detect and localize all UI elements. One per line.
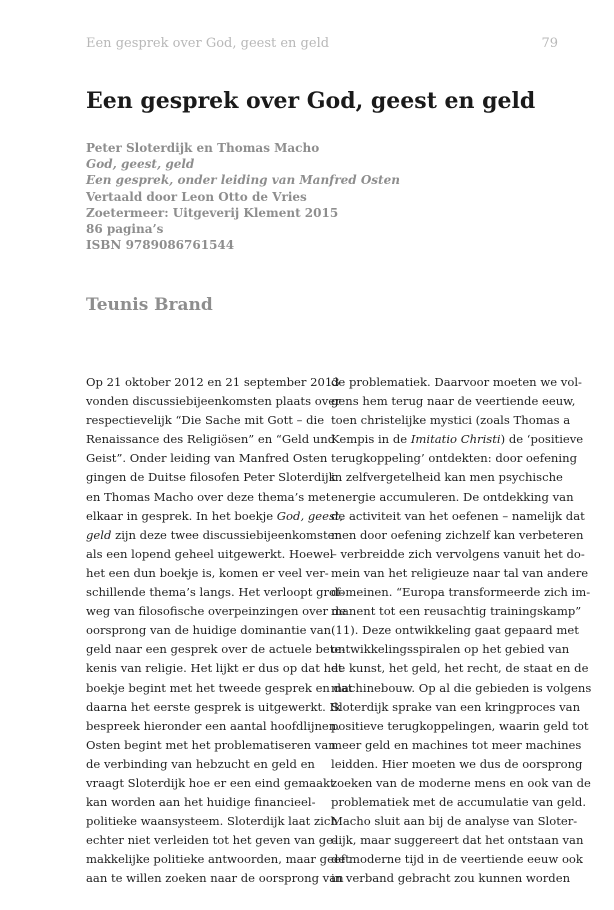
text-segment: daarna het eerste gesprek is uitgewerkt. Ik <box>86 699 342 714</box>
running-header <box>86 36 558 51</box>
text-line <box>331 831 584 850</box>
book-details <box>86 140 400 253</box>
text-segment: bespreek hieronder een aantal hoofdlijnen. <box>86 718 340 733</box>
text-line <box>86 774 335 793</box>
running-title: Een gesprek over God, geest en geld <box>86 36 330 51</box>
text-segment: zoeken van de moderne mens en ook van de <box>331 775 591 790</box>
text-segment: toen christelijke mystici (zoals Thomas a <box>331 413 571 428</box>
text-line <box>331 449 577 468</box>
text-line <box>86 831 337 850</box>
text-segment: Osten begint met het problematiseren van <box>86 737 336 752</box>
italic-text: God, geest, <box>276 508 344 523</box>
text-line <box>331 392 576 411</box>
text-line <box>86 564 329 583</box>
text-segment: gingen de Duitse filosofen Peter Sloterdijk <box>86 470 336 485</box>
text-segment: meer geld en machines tot meer machines <box>331 737 582 752</box>
text-segment: terugkoppeling’ ontdekten: door oefening <box>331 451 577 466</box>
text-line <box>86 869 344 888</box>
text-segment: men door oefening zichzelf kan verbeteren <box>331 527 584 542</box>
text-line <box>331 411 571 430</box>
text-line <box>86 392 341 411</box>
text-line <box>331 545 585 564</box>
text-segment: ) de ‘positieve <box>500 432 584 447</box>
text-line <box>331 869 571 888</box>
book-authors: Peter Sloterdijk en Thomas Macho <box>86 141 320 155</box>
text-segment: echter niet verleiden tot het geven van ge- <box>86 833 337 848</box>
text-line <box>86 545 334 564</box>
text-line <box>86 679 353 698</box>
text-line <box>331 621 579 640</box>
book-subtitle: Een gesprek, onder leiding van Manfred Osten <box>86 173 400 188</box>
text-segment: positieve terugkoppelingen, waarin geld tot <box>331 718 589 733</box>
body-column-left <box>86 373 353 889</box>
text-segment: aan te willen zoeken naar de oorsprong van <box>86 871 344 886</box>
text-segment: machinebouw. Op al die gebieden is volgens <box>331 680 592 695</box>
text-segment: elkaar in gesprek. In het boekje <box>86 508 277 523</box>
text-segment: vonden discussiebijeenkomsten plaats over <box>86 394 341 409</box>
text-line <box>331 812 578 831</box>
text-line <box>86 583 344 602</box>
article-title: Een gesprek over God, geest en geld <box>86 88 536 114</box>
text-line <box>331 640 570 659</box>
text-segment: Kempis in de <box>331 432 411 447</box>
text-segment: domeinen. “Europa transformeerde zich im- <box>331 585 591 600</box>
text-segment: (11). Deze ontwikkeling gaat gepaard met <box>331 623 579 638</box>
text-segment: vraagt Sloterdijk hoe er een eind gemaakt <box>86 775 335 790</box>
book-isbn: ISBN 9789086761544 <box>86 238 235 253</box>
text-line <box>86 488 331 507</box>
text-segment: problematiek met de accumulatie van geld. <box>331 795 587 810</box>
text-line <box>331 583 591 602</box>
text-segment: de kunst, het geld, het recht, de staat en de <box>331 661 589 676</box>
text-segment: de verbinding van hebzucht en geld en <box>86 756 315 771</box>
text-segment: Sloterdijk sprake van een kringproces van <box>331 699 581 714</box>
text-line <box>331 602 582 621</box>
text-segment: de moderne tijd in de veertiende eeuw ook <box>331 852 583 867</box>
reviewer-name: Teunis Brand <box>86 295 213 315</box>
body-column-right <box>331 373 592 889</box>
text-line <box>86 640 346 659</box>
text-segment: en Thomas Macho over deze thema’s met <box>86 489 331 504</box>
text-line <box>86 411 325 430</box>
text-line <box>86 698 342 717</box>
text-line <box>86 717 340 736</box>
book-publisher: Zoetermeer: Uitgeverij Klement 2015 <box>86 205 339 220</box>
text-line <box>86 736 336 755</box>
text-segment: Macho sluit aan bij de analyse van Sloter- <box>331 814 578 829</box>
italic-text: geld <box>86 527 112 542</box>
text-segment: zijn deze twee discussiebijeenkomsten <box>111 527 342 542</box>
text-line <box>331 468 563 487</box>
text-segment: Op 21 oktober 2012 en 21 september 2013 <box>86 375 340 389</box>
text-line <box>331 793 587 812</box>
text-segment: ontwikkelingsspiralen op het gebied van <box>331 642 570 657</box>
text-segment: energie accumuleren. De ontdekking van <box>331 489 574 504</box>
text-line <box>86 373 340 392</box>
italic-text: Imitatio Christi <box>410 432 501 447</box>
text-line <box>331 698 581 717</box>
text-line <box>331 736 582 755</box>
text-line <box>86 621 332 640</box>
text-line <box>331 507 585 526</box>
text-segment: de activiteit van het oefenen – namelijk dat <box>331 508 585 523</box>
text-line <box>331 717 589 736</box>
text-segment: de problematiek. Daarvoor moeten we vol- <box>331 375 582 389</box>
text-line <box>331 564 589 583</box>
book-pages: 86 pagina’s <box>86 222 164 237</box>
text-segment: respectievelijk “Die Sache mit Gott – die <box>86 413 325 428</box>
text-segment: Geist”. Onder leiding van Manfred Osten <box>86 451 328 466</box>
text-segment: weg van filosofische overpeinzingen over de <box>86 604 347 619</box>
text-segment: schillende thema’s langs. Het verloopt grof- <box>86 585 344 600</box>
text-segment: makkelijke politieke antwoorden, maar geeft <box>86 852 350 867</box>
text-line <box>86 812 338 831</box>
text-segment: gens hem terug naar de veertiende eeuw, <box>331 394 576 409</box>
text-line <box>86 850 350 869</box>
text-segment: leidden. Hier moeten we dus de oorsprong <box>331 756 583 771</box>
text-segment: oorsprong van de huidige dominantie van <box>86 623 332 638</box>
text-line <box>86 449 328 468</box>
text-segment: dijk, maar suggereert dat het ontstaan van <box>331 833 584 848</box>
text-segment: boekje begint met het tweede gesprek en dat <box>86 680 353 695</box>
text-segment: manent tot een reusachtig trainingskamp” <box>331 604 582 619</box>
text-segment: in zelfvergetelheid kan men psychische <box>331 470 563 485</box>
text-line <box>331 679 592 698</box>
text-line <box>86 430 336 449</box>
text-line <box>86 659 343 678</box>
text-segment: als een lopend geheel uitgewerkt. Hoewel <box>86 546 334 561</box>
book-title: God, geest, geld <box>86 157 195 172</box>
text-line <box>331 526 584 545</box>
text-segment: mein van het religieuze naar tal van andere <box>331 565 589 580</box>
text-line <box>331 774 591 793</box>
text-line <box>331 488 574 507</box>
text-line <box>331 850 583 869</box>
text-line <box>86 793 316 812</box>
text-segment: kan worden aan het huidige financieel- <box>86 795 316 810</box>
text-segment: het een dun boekje is, komen er veel ver- <box>86 565 329 580</box>
text-segment: in verband gebracht zou kunnen worden <box>331 871 571 886</box>
text-segment: geld naar een gesprek over de actuele bete- <box>86 642 346 657</box>
text-line <box>86 468 336 487</box>
text-line <box>86 507 344 526</box>
text-line <box>86 755 313 774</box>
text-line <box>331 373 582 392</box>
book-translator: Vertaald door Leon Otto de Vries <box>86 189 307 204</box>
text-line <box>331 755 583 774</box>
text-line <box>331 430 584 449</box>
page-number: 79 <box>541 36 558 51</box>
text-line <box>86 526 342 545</box>
text-line <box>86 602 347 621</box>
text-segment: politieke waansysteem. Sloterdijk laat zich <box>86 814 338 829</box>
text-segment: – verbreidde zich vervolgens vanuit het do- <box>331 546 585 561</box>
text-segment: kenis van religie. Het lijkt er dus op dat het <box>86 661 343 676</box>
text-segment: Renaissance des Religiösen” en “Geld und <box>86 432 336 447</box>
text-line <box>331 659 589 678</box>
